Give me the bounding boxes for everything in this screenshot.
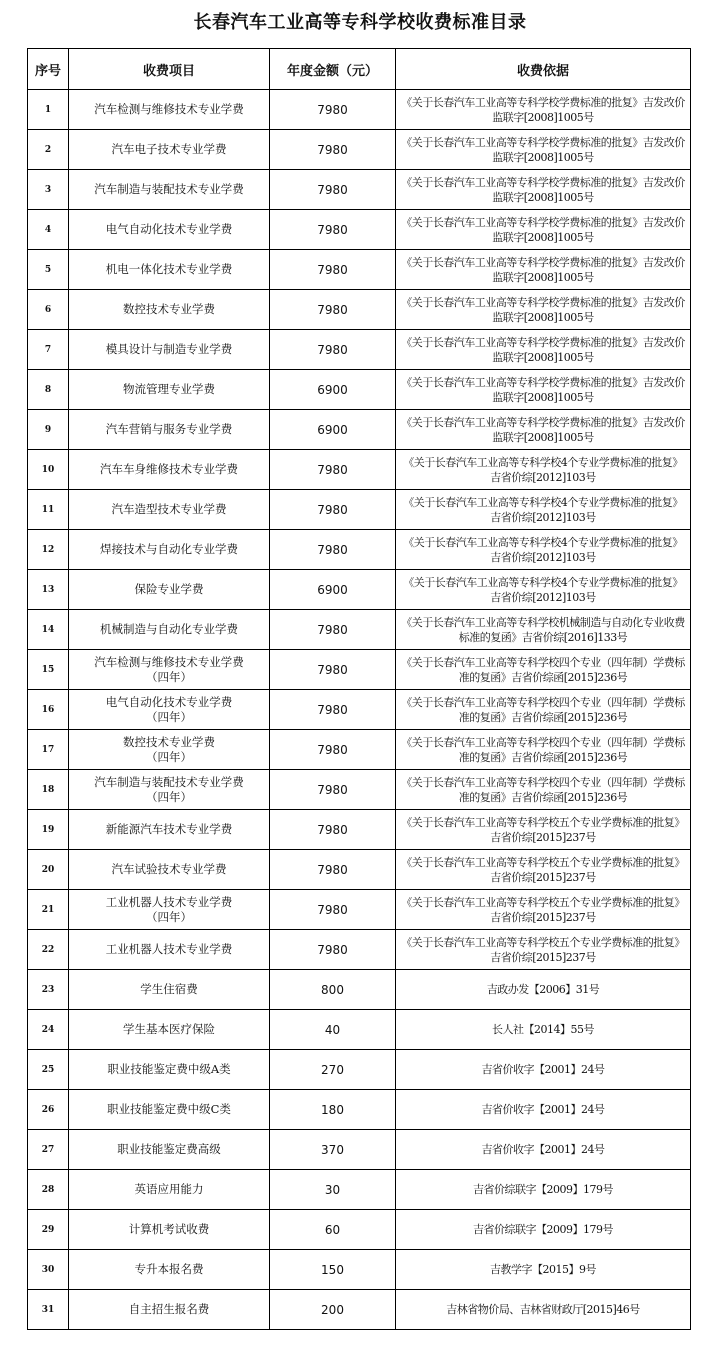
table-row [28, 250, 691, 290]
fee-basis: 《关于长春汽车工业高等专科学校4个专业学费标准的批复》吉省价综[2012]103号 [396, 530, 691, 570]
fee-item: 新能源汽车技术专业学费 [69, 810, 270, 850]
fee-item: 学生住宿费 [69, 970, 270, 1010]
fee-item: 保险专业学费 [69, 570, 270, 610]
row-number: 2 [28, 130, 69, 170]
table-row [28, 130, 691, 170]
fee-basis: 吉教学字【2015】9号 [396, 1250, 691, 1290]
row-number: 17 [28, 730, 69, 770]
fee-item: 电气自动化技术专业学费 （四年） [69, 690, 270, 730]
row-number: 12 [28, 530, 69, 570]
fee-basis: 《关于长春汽车工业高等专科学校四个专业（四年制）学费标准的复函》吉省价综函[2015]236号 [396, 690, 691, 730]
table-row [28, 730, 691, 770]
table-row [28, 850, 691, 890]
fee-basis: 《关于长春汽车工业高等专科学校学费标准的批复》吉发改价监联字[2008]1005号 [396, 90, 691, 130]
fee-amount: 6900 [270, 410, 396, 450]
row-number: 26 [28, 1090, 69, 1130]
fee-basis: 吉省价综联字【2009】179号 [396, 1170, 691, 1210]
fee-amount: 800 [270, 970, 396, 1010]
fee-amount: 7980 [270, 650, 396, 690]
row-number: 19 [28, 810, 69, 850]
fee-basis: 《关于长春汽车工业高等专科学校学费标准的批复》吉发改价监联字[2008]1005号 [396, 370, 691, 410]
fee-basis: 《关于长春汽车工业高等专科学校学费标准的批复》吉发改价监联字[2008]1005号 [396, 290, 691, 330]
table-row [28, 650, 691, 690]
fee-item: 汽车车身维修技术专业学费 [69, 450, 270, 490]
header-item: 收费项目 [69, 49, 270, 90]
table-row [28, 450, 691, 490]
fee-amount: 6900 [270, 570, 396, 610]
fee-item: 专升本报名费 [69, 1250, 270, 1290]
fee-item: 物流管理专业学费 [69, 370, 270, 410]
fee-amount: 7980 [270, 210, 396, 250]
page-title: 长春汽车工业高等专科学校收费标准目录 [193, 12, 527, 33]
row-number: 18 [28, 770, 69, 810]
fee-amount: 7980 [270, 90, 396, 130]
row-number: 3 [28, 170, 69, 210]
fee-basis: 《关于长春汽车工业高等专科学校学费标准的批复》吉发改价监联字[2008]1005号 [396, 130, 691, 170]
fee-item: 汽车制造与装配技术专业学费 [69, 170, 270, 210]
fee-basis: 《关于长春汽车工业高等专科学校4个专业学费标准的批复》吉省价综[2012]103号 [396, 490, 691, 530]
table-row [28, 490, 691, 530]
fee-amount: 30 [270, 1170, 396, 1210]
row-number: 23 [28, 970, 69, 1010]
table-header-row [28, 49, 691, 90]
fee-item: 汽车检测与维修技术专业学费 [69, 90, 270, 130]
row-number: 22 [28, 930, 69, 970]
fee-basis: 《关于长春汽车工业高等专科学校4个专业学费标准的批复》吉省价综[2012]103号 [396, 450, 691, 490]
fee-item: 职业技能鉴定费中级A类 [69, 1050, 270, 1090]
row-number: 10 [28, 450, 69, 490]
row-number: 6 [28, 290, 69, 330]
fee-amount: 7980 [270, 450, 396, 490]
header-basis: 收费依据 [396, 49, 691, 90]
fee-basis: 长人社【2014】55号 [396, 1010, 691, 1050]
fee-basis: 《关于长春汽车工业高等专科学校五个专业学费标准的批复》吉省价综[2015]237号 [396, 890, 691, 930]
fee-amount: 270 [270, 1050, 396, 1090]
fee-amount: 180 [270, 1090, 396, 1130]
fee-item: 学生基本医疗保险 [69, 1010, 270, 1050]
table-row [28, 210, 691, 250]
table-row [28, 1010, 691, 1050]
fee-basis: 吉省价收字【2001】24号 [396, 1050, 691, 1090]
table-row [28, 970, 691, 1010]
fee-amount: 7980 [270, 730, 396, 770]
row-number: 20 [28, 850, 69, 890]
header-amount: 年度金额（元） [270, 49, 396, 90]
fee-basis: 《关于长春汽车工业高等专科学校学费标准的批复》吉发改价监联字[2008]1005号 [396, 410, 691, 450]
row-number: 27 [28, 1130, 69, 1170]
fee-amount: 6900 [270, 370, 396, 410]
fee-item: 职业技能鉴定费中级C类 [69, 1090, 270, 1130]
table-row [28, 1250, 691, 1290]
table-row [28, 1210, 691, 1250]
fee-amount: 7980 [270, 530, 396, 570]
table-row [28, 410, 691, 450]
fee-amount: 7980 [270, 690, 396, 730]
row-number: 4 [28, 210, 69, 250]
fee-item: 英语应用能力 [69, 1170, 270, 1210]
row-number: 13 [28, 570, 69, 610]
fee-item: 自主招生报名费 [69, 1290, 270, 1330]
fee-amount: 150 [270, 1250, 396, 1290]
fee-basis: 吉省价收字【2001】24号 [396, 1130, 691, 1170]
fee-amount: 370 [270, 1130, 396, 1170]
row-number: 31 [28, 1290, 69, 1330]
fee-amount: 200 [270, 1290, 396, 1330]
fee-amount: 7980 [270, 930, 396, 970]
table-row [28, 1050, 691, 1090]
fee-basis: 《关于长春汽车工业高等专科学校四个专业（四年制）学费标准的复函》吉省价综函[2015]236号 [396, 650, 691, 690]
table-row [28, 530, 691, 570]
fee-basis: 吉省价收字【2001】24号 [396, 1090, 691, 1130]
fee-amount: 7980 [270, 490, 396, 530]
fee-item: 焊接技术与自动化专业学费 [69, 530, 270, 570]
row-number: 8 [28, 370, 69, 410]
fee-basis: 《关于长春汽车工业高等专科学校五个专业学费标准的批复》吉省价综[2015]237号 [396, 930, 691, 970]
fee-item: 汽车检测与维修技术专业学费 （四年） [69, 650, 270, 690]
table-row [28, 330, 691, 370]
fee-basis: 吉省价综联字【2009】179号 [396, 1210, 691, 1250]
table-row [28, 890, 691, 930]
row-number: 9 [28, 410, 69, 450]
row-number: 24 [28, 1010, 69, 1050]
fee-amount: 7980 [270, 850, 396, 890]
fee-item: 汽车营销与服务专业学费 [69, 410, 270, 450]
row-number: 21 [28, 890, 69, 930]
table-row [28, 570, 691, 610]
fee-amount: 60 [270, 1210, 396, 1250]
fee-amount: 7980 [270, 330, 396, 370]
fee-amount: 7980 [270, 250, 396, 290]
fee-item: 模具设计与制造专业学费 [69, 330, 270, 370]
table-row [28, 1170, 691, 1210]
fee-basis: 《关于长春汽车工业高等专科学校机械制造与自动化专业收费标准的复函》吉省价综[2016]133号 [396, 610, 691, 650]
fee-basis: 《关于长春汽车工业高等专科学校4个专业学费标准的批复》吉省价综[2012]103号 [396, 570, 691, 610]
table-row [28, 810, 691, 850]
fee-basis: 《关于长春汽车工业高等专科学校五个专业学费标准的批复》吉省价综[2015]237号 [396, 810, 691, 850]
row-number: 1 [28, 90, 69, 130]
row-number: 11 [28, 490, 69, 530]
row-number: 25 [28, 1050, 69, 1090]
table-row [28, 90, 691, 130]
table-row [28, 1290, 691, 1330]
table-row [28, 690, 691, 730]
fee-item: 汽车造型技术专业学费 [69, 490, 270, 530]
fee-basis: 《关于长春汽车工业高等专科学校学费标准的批复》吉发改价监联字[2008]1005号 [396, 210, 691, 250]
fee-item: 工业机器人技术专业学费 [69, 930, 270, 970]
fee-item: 职业技能鉴定费高级 [69, 1130, 270, 1170]
fee-amount: 7980 [270, 130, 396, 170]
fee-item: 机械制造与自动化专业学费 [69, 610, 270, 650]
table-row [28, 170, 691, 210]
fee-amount: 7980 [270, 770, 396, 810]
fee-item: 工业机器人技术专业学费 （四年） [69, 890, 270, 930]
table-row [28, 930, 691, 970]
header-no: 序号 [28, 49, 69, 90]
table-row [28, 1090, 691, 1130]
fee-amount: 40 [270, 1010, 396, 1050]
fee-basis: 《关于长春汽车工业高等专科学校五个专业学费标准的批复》吉省价综[2015]237号 [396, 850, 691, 890]
row-number: 7 [28, 330, 69, 370]
fee-item: 数控技术专业学费 [69, 290, 270, 330]
fee-item: 计算机考试收费 [69, 1210, 270, 1250]
fee-item: 汽车试验技术专业学费 [69, 850, 270, 890]
table-row [28, 610, 691, 650]
fee-amount: 7980 [270, 890, 396, 930]
row-number: 5 [28, 250, 69, 290]
fee-amount: 7980 [270, 170, 396, 210]
row-number: 29 [28, 1210, 69, 1250]
row-number: 15 [28, 650, 69, 690]
fee-item: 数控技术专业学费 （四年） [69, 730, 270, 770]
fee-amount: 7980 [270, 290, 396, 330]
fee-amount: 7980 [270, 810, 396, 850]
table-row [28, 290, 691, 330]
fee-item: 电气自动化技术专业学费 [69, 210, 270, 250]
row-number: 16 [28, 690, 69, 730]
table-row [28, 770, 691, 810]
row-number: 28 [28, 1170, 69, 1210]
fee-amount: 7980 [270, 610, 396, 650]
fee-basis: 《关于长春汽车工业高等专科学校四个专业（四年制）学费标准的复函》吉省价综函[2015]236号 [396, 770, 691, 810]
fee-basis: 吉政办发【2006】31号 [396, 970, 691, 1010]
fee-schedule-table [27, 48, 691, 1330]
fee-item: 汽车制造与装配技术专业学费 （四年） [69, 770, 270, 810]
fee-basis: 吉林省物价局、吉林省财政厅[2015]46号 [396, 1290, 691, 1330]
fee-basis: 《关于长春汽车工业高等专科学校学费标准的批复》吉发改价监联字[2008]1005号 [396, 330, 691, 370]
fee-basis: 《关于长春汽车工业高等专科学校学费标准的批复》吉发改价监联字[2008]1005号 [396, 250, 691, 290]
fee-item: 汽车电子技术专业学费 [69, 130, 270, 170]
row-number: 14 [28, 610, 69, 650]
table-row [28, 370, 691, 410]
table-row [28, 1130, 691, 1170]
fee-basis: 《关于长春汽车工业高等专科学校学费标准的批复》吉发改价监联字[2008]1005号 [396, 170, 691, 210]
fee-item: 机电一体化技术专业学费 [69, 250, 270, 290]
fee-basis: 《关于长春汽车工业高等专科学校四个专业（四年制）学费标准的复函》吉省价综函[2015]236号 [396, 730, 691, 770]
row-number: 30 [28, 1250, 69, 1290]
